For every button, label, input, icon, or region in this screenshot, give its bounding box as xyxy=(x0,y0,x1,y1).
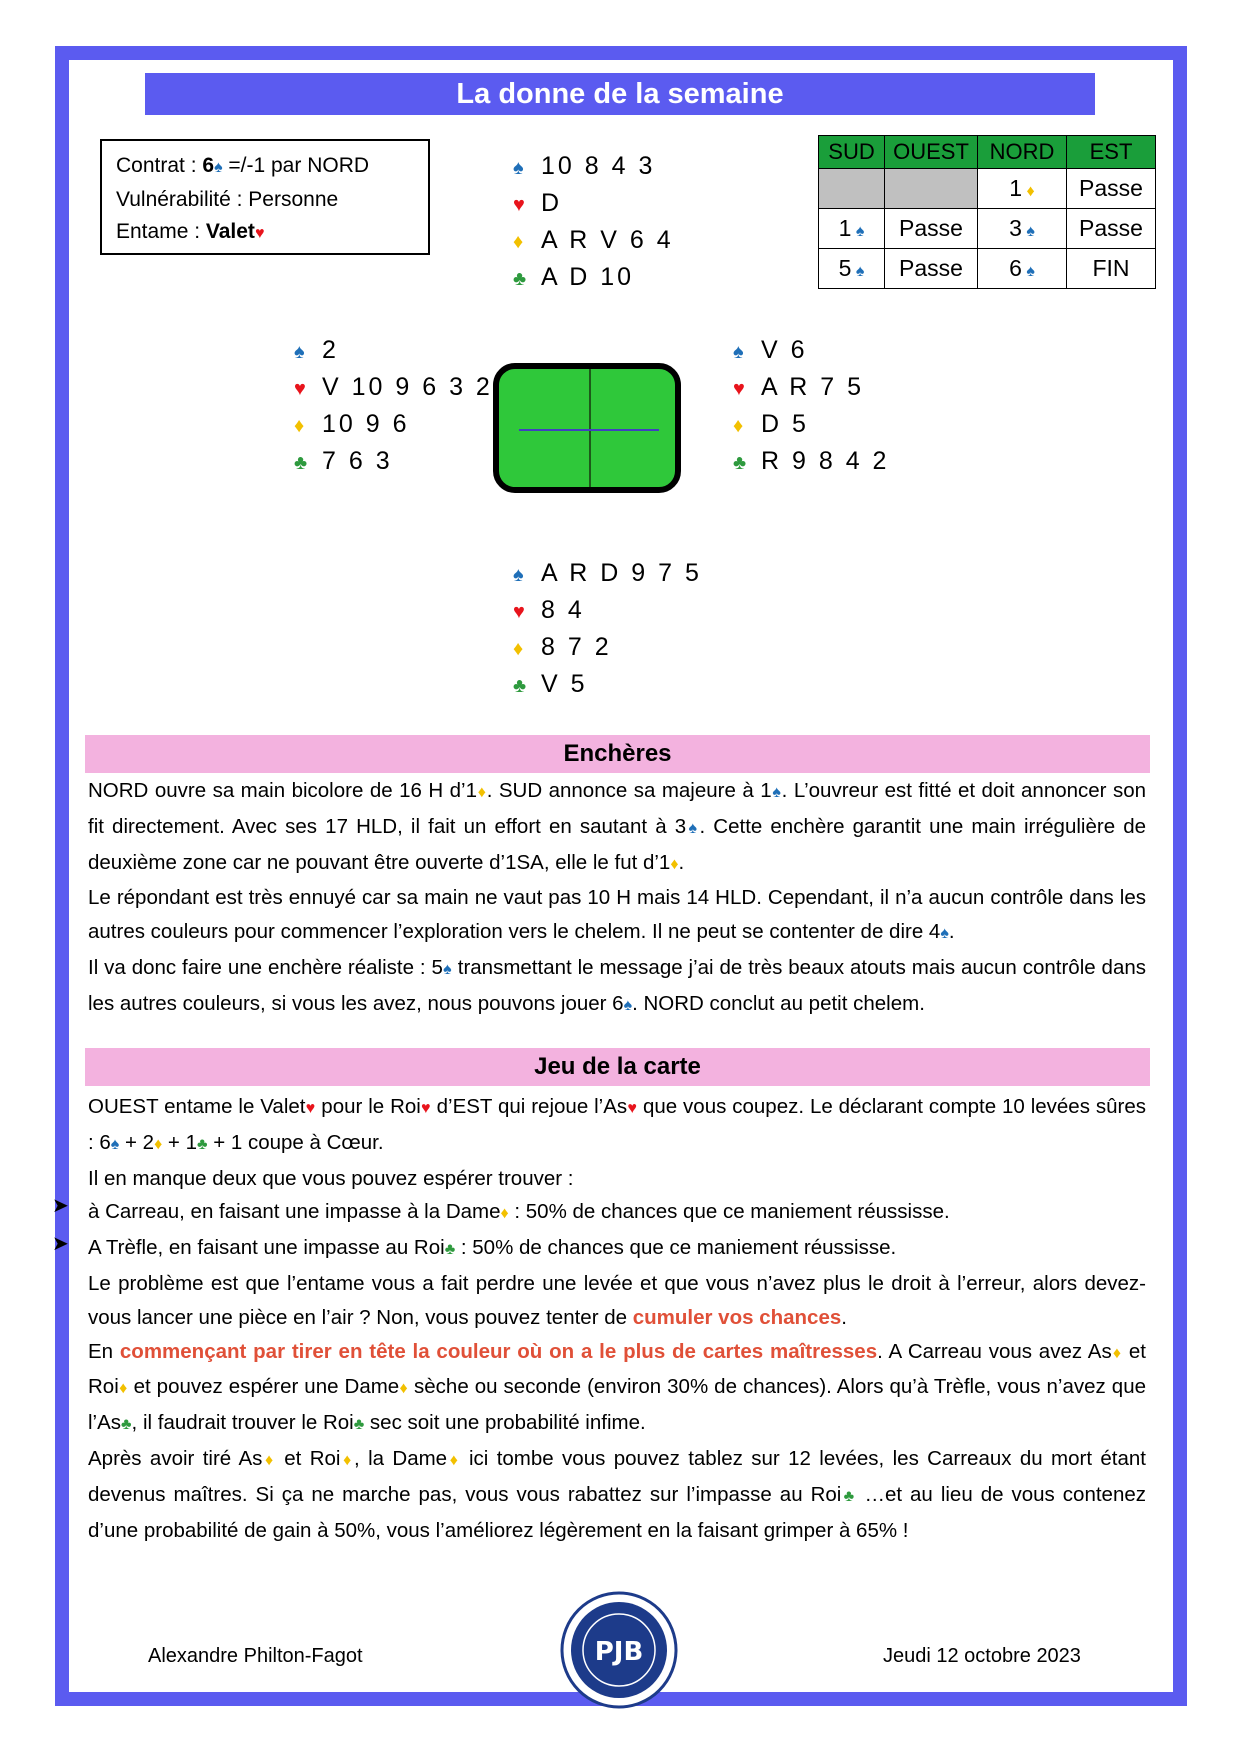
spade-icon: ♠ xyxy=(771,784,782,801)
bidding-table xyxy=(818,135,1156,289)
diamond-icon: ♦ xyxy=(733,415,744,437)
bullet-item: A Trèfle, en faisant une impasse au Roi♣ : 50% de chances que ce maniement réussisse. xyxy=(88,1236,897,1260)
west-hand: ♠ 2 ♥ V 10 9 6 3 2 ♦ 10 9 6 ♣ 7 6 3 xyxy=(294,332,493,480)
south-hand: ♠ A R D 9 7 5 ♥ 8 4 ♦ 8 7 2 ♣ V 5 xyxy=(513,555,702,703)
bid-cell: 1 ♠ xyxy=(819,209,885,249)
spade-icon: ♠ xyxy=(1021,223,1035,240)
bid-header-ouest: OUEST xyxy=(885,136,978,169)
bullet-item: à Carreau, en faisant une impasse à la Dame♦ : 50% de chances que ce maniement réussisse. xyxy=(88,1200,950,1224)
diamond-icon: ♦ xyxy=(118,1380,128,1398)
club-icon: ♣ xyxy=(444,1241,456,1259)
heart-icon: ♥ xyxy=(254,225,265,242)
paragraph: Après avoir tiré As♦ et Roi♦, la Dame♦ ici tombe vous pouvez tablez sur 12 levées, les Carreaux du mort étant devenus maîtres. Si ça ne marche pas, vous vous rabattez sur l’impasse au Roi♣ …et au lieu de vous contenez d’une probabilité de gain à 50%, vous l’améliorez légèrement en la faisant grimper à 65% ! xyxy=(88,1446,1147,1542)
bid-cell: FIN xyxy=(1067,249,1156,289)
diamond-icon: ♦ xyxy=(154,1135,163,1153)
bid-cell xyxy=(819,169,885,209)
diamond-icon: ♦ xyxy=(670,855,679,873)
heart-icon: ♥ xyxy=(733,378,745,400)
table-divider xyxy=(519,429,659,431)
east-hand: ♠ V 6 ♥ A R 7 5 ♦ D 5 ♣ R 9 8 4 2 xyxy=(733,332,889,480)
spade-icon: ♠ xyxy=(513,157,524,179)
heart-icon: ♥ xyxy=(513,601,525,623)
lead-line: Entame : Valet♥ xyxy=(116,220,265,243)
club-icon: ♣ xyxy=(294,452,308,474)
bid-cell xyxy=(885,169,978,209)
contract-box xyxy=(100,139,430,255)
diamond-icon: ♦ xyxy=(513,638,524,660)
logo-text: PJB xyxy=(594,1637,644,1667)
bid-cell: Passe xyxy=(1067,209,1156,249)
diamond-icon: ♦ xyxy=(447,1451,461,1469)
club-icon: ♣ xyxy=(353,1416,365,1434)
bid-cell: Passe xyxy=(885,249,978,289)
bid-header-est: EST xyxy=(1067,136,1156,169)
club-logo xyxy=(559,1590,679,1710)
paragraph: Il en manque deux que vous pouvez espérer trouver : xyxy=(88,1166,574,1190)
bid-cell: 3 ♠ xyxy=(978,209,1067,249)
paragraph: NORD ouvre sa main bicolore de 16 H d’1♦. SUD annonce sa majeure à 1♠. L’ouvreur est fitté et doit annoncer son fit directement. Avec ses 17 HLD, il fait un effort en sautant à 3♠. Cette enchère garantit une main irrégulière de deuxième zone car ne pouvant être ouverte d’1SA, elle le fut d’1♦. xyxy=(88,779,1147,874)
spade-icon: ♠ xyxy=(1021,263,1035,280)
diamond-icon: ♦ xyxy=(1022,183,1035,200)
paragraph: Il va donc faire une enchère réaliste : 5♠ transmettant le message j’ai de très beaux atouts mais aucun contrôle dans les autres couleurs, si vous les avez, nous pouvons jouer 6♠. NORD conclut au petit chelem. xyxy=(88,955,1147,1015)
club-icon: ♣ xyxy=(841,1487,857,1505)
spade-icon: ♠ xyxy=(513,564,524,586)
diamond-icon: ♦ xyxy=(513,231,524,253)
bid-cell: 1 ♦ xyxy=(978,169,1067,209)
north-hand: ♠ 10 8 4 3 ♥ D ♦ A R V 6 4 ♣ A D 10 xyxy=(513,148,674,296)
paragraph: Le répondant est très ennuyé car sa main ne vaut pas 10 H mais 14 HLD. Cependant, il n’a aucun contrôle dans les autres couleurs pour commencer l’exploration vers le chelem. Il ne peut se contenter de dire 4♠. xyxy=(88,886,1146,944)
heart-icon: ♥ xyxy=(294,378,306,400)
table-divider xyxy=(589,369,591,487)
section-heading-encheres: Enchères xyxy=(85,735,1150,773)
page-title: La donne de la semaine xyxy=(145,73,1095,115)
spade-icon: ♠ xyxy=(294,341,305,363)
paragraph: Le problème est que l’entame vous a fait perdre une levée et que vous n’avez plus le droit à l’erreur, alors devez-vous lancer une pièce en l’air ? Non, vous pouvez tenter de cumuler vos chances. xyxy=(88,1271,1146,1329)
bid-header-sud: SUD xyxy=(819,136,885,169)
heart-icon: ♥ xyxy=(627,1100,638,1117)
bid-cell: 5 ♠ xyxy=(819,249,885,289)
section-heading-jeu: Jeu de la carte xyxy=(85,1048,1150,1086)
author: Alexandre Philton-Fagot xyxy=(148,1645,363,1667)
diamond-icon: ♦ xyxy=(399,1380,409,1398)
spade-icon: ♠ xyxy=(733,341,744,363)
spade-icon: ♠ xyxy=(940,925,949,943)
club-icon: ♣ xyxy=(197,1135,208,1153)
spade-icon: ♠ xyxy=(442,960,452,978)
bullet-arrow-icon: ➤ xyxy=(52,1233,69,1255)
vulnerability-line: Vulnérabilité : Personne xyxy=(116,188,339,211)
bid-cell: 6 ♠ xyxy=(978,249,1067,289)
diamond-icon: ♦ xyxy=(294,415,305,437)
diamond-icon: ♦ xyxy=(262,1451,276,1469)
heart-icon: ♥ xyxy=(305,1100,316,1117)
heart-icon: ♥ xyxy=(513,194,525,216)
bid-cell: Passe xyxy=(1067,169,1156,209)
bid-header-nord: NORD xyxy=(978,136,1067,169)
spade-icon: ♠ xyxy=(686,819,700,837)
club-icon: ♣ xyxy=(513,268,527,290)
encheres-text xyxy=(88,774,1146,1023)
contract-line: Contrat : 6♠ =/-1 par NORD xyxy=(116,154,370,177)
spade-icon: ♠ xyxy=(110,1135,120,1153)
bid-cell: Passe xyxy=(885,209,978,249)
diamond-icon: ♦ xyxy=(340,1451,355,1469)
spade-icon: ♠ xyxy=(851,223,865,240)
heart-icon: ♥ xyxy=(420,1100,431,1117)
club-icon: ♣ xyxy=(733,452,747,474)
spade-icon: ♠ xyxy=(851,263,865,280)
diamond-icon: ♦ xyxy=(476,784,487,801)
spade-icon: ♠ xyxy=(623,996,633,1014)
paragraph: OUEST entame le Valet♥ pour le Roi♥ d’EST qui rejoue l’As♥ que vous coupez. Le déclarant compte 10 levées sûres : 6♠ + 2♦ + 1♣ + 1 coupe à Cœur. xyxy=(88,1095,1146,1154)
date: Jeudi 12 octobre 2023 xyxy=(883,1645,1081,1667)
club-icon: ♣ xyxy=(121,1416,132,1434)
card-table xyxy=(493,363,681,493)
paragraph: En commençant par tirer en tête la couleur où on a le plus de cartes maîtresses. A Carreau vous avez As♦ et Roi♦ et pouvez espérer une Dame♦ sèche ou seconde (environ 30% de chances). Alors qu’à Trèfle, vous n’avez que l’As♣, il faudrait trouver le Roi♣ sec soit une probabilité infime. xyxy=(88,1339,1146,1435)
bullet-arrow-icon: ➤ xyxy=(52,1195,69,1217)
club-icon: ♣ xyxy=(513,675,527,697)
spade-icon: ♠ xyxy=(214,159,223,176)
diamond-icon: ♦ xyxy=(1111,1344,1123,1362)
jeu-text xyxy=(88,1090,1146,1547)
diamond-icon: ♦ xyxy=(500,1205,509,1223)
